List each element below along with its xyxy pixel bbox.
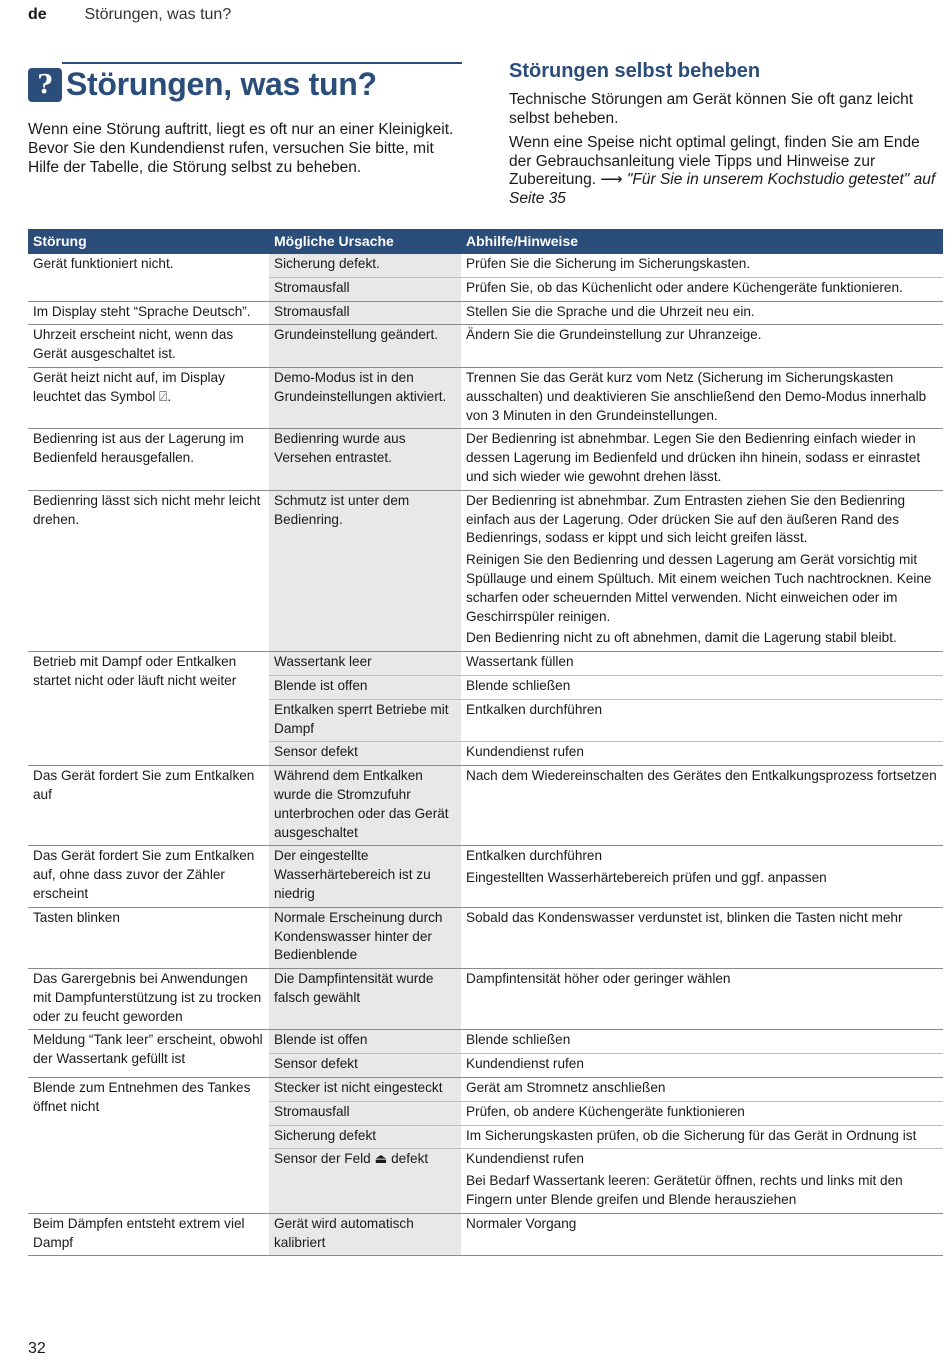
page-title: Störungen, was tun? <box>66 66 377 102</box>
solution-paragraph: Kundendienst rufen <box>466 1151 584 1167</box>
cause-cell: Der eingestellte Wasserhärtebereich ist zu niedrig <box>269 846 461 907</box>
table-row <box>28 907 943 968</box>
cause-cell: Normale Erscheinung durch Kondenswasser hinter der Bedienblende <box>269 907 461 968</box>
cause-cell: Stromausfall <box>269 277 461 301</box>
question-icon: ? <box>28 68 62 102</box>
table-row <box>28 1078 943 1102</box>
solution-paragraph: Entkalken durchführen <box>466 848 603 864</box>
solution-cell: Gerät am Stromnetz anschließen <box>461 1078 943 1102</box>
solution-cell: Im Sicherungskasten prüfen, ob die Sicherung für das Gerät in Ordnung ist <box>461 1125 943 1149</box>
cause-cell: Sicherung defekt <box>269 1125 461 1149</box>
solution-cell: Kundendienst rufen <box>461 742 943 766</box>
table-row <box>28 490 943 651</box>
selfhelp-paragraph-1: Technische Störungen am Gerät können Sie oft ganz leicht selbst beheben. <box>509 91 914 127</box>
solution-cell: Normaler Vorgang <box>461 1213 943 1256</box>
solution-cell: Prüfen Sie, ob das Küchenlicht oder andere Küchengeräte funktionieren. <box>461 277 943 301</box>
solution-cell <box>461 846 943 907</box>
cause-cell: Schmutz ist unter dem Bedienring. <box>269 490 461 651</box>
problem-cell: Gerät funktioniert nicht. <box>28 254 269 301</box>
table-row <box>28 301 943 325</box>
solution-cell <box>461 1149 943 1213</box>
selfhelp-section <box>509 60 943 214</box>
solution-cell: Sobald das Kondenswasser verdunstet ist, blinken die Tasten nicht mehr <box>461 907 943 968</box>
troubleshooting-table <box>28 229 943 1256</box>
solution-cell: Entkalken durchführen <box>461 699 943 742</box>
table-row <box>28 1213 943 1256</box>
solution-cell: Prüfen Sie die Sicherung im Sicherungskasten. <box>461 254 943 277</box>
cause-cell: Blende ist offen <box>269 675 461 699</box>
table-row <box>28 367 943 428</box>
cause-cell: Wassertank leer <box>269 652 461 676</box>
problem-cell: Uhrzeit erscheint nicht, wenn das Gerät ausgeschaltet ist. <box>28 325 269 368</box>
column-header-cause: Mögliche Ursache <box>269 229 461 254</box>
solution-paragraph: Der Bedienring ist abnehmbar. Zum Entrasten ziehen Sie den Bedienring einfach aus der Lagerung. Oder drücken Sie auf den äußeren Rand des Bedienrings, sodass er kippt und sich leicht greifen lässt. <box>466 492 906 546</box>
problem-cell: Beim Dämpfen entsteht extrem viel Dampf <box>28 1213 269 1256</box>
table-row <box>28 429 943 490</box>
problem-cell: Blende zum Entnehmen des Tankes öffnet nicht <box>28 1078 269 1214</box>
solution-cell: Blende schließen <box>461 675 943 699</box>
solution-cell: Ändern Sie die Grundeinstellung zur Uhranzeige. <box>461 325 943 368</box>
column-header-solution: Abhilfe/Hinweise <box>461 229 943 254</box>
problem-cell: Bedienring lässt sich nicht mehr leicht drehen. <box>28 490 269 651</box>
language-code: de <box>28 6 47 23</box>
table-row <box>28 652 943 676</box>
solution-cell: Kundendienst rufen <box>461 1054 943 1078</box>
cause-cell: Blende ist offen <box>269 1030 461 1054</box>
solution-cell: Stellen Sie die Sprache und die Uhrzeit neu ein. <box>461 301 943 325</box>
table-row <box>28 254 943 277</box>
table-row <box>28 846 943 907</box>
table-header-row <box>28 229 943 254</box>
problem-cell: Das Gerät fordert Sie zum Entkalken auf <box>28 766 269 846</box>
table-row <box>28 1030 943 1054</box>
cause-cell: Grundeinstellung geändert. <box>269 325 461 368</box>
cause-cell: Sensor defekt <box>269 1054 461 1078</box>
cross-reference-link[interactable]: "Für Sie in unserem Kochstudio getestet" auf Seite 35 <box>509 171 936 207</box>
solution-cell: Wassertank füllen <box>461 652 943 676</box>
selfhelp-paragraph-2: Wenn eine Speise nicht optimal gelingt, finden Sie am Ende der Gebrauchsanleitung viele Tipps und Hinweise zur Zubereitung. ⟶ "Für Sie in unserem Kochstudio getestet" auf Seite 35 <box>509 134 936 207</box>
problem-cell: Gerät heizt nicht auf, im Display leuchtet das Symbol ⍁. <box>28 367 269 428</box>
selfhelp-heading: Störungen selbst beheben <box>509 60 761 82</box>
cause-cell: Stromausfall <box>269 301 461 325</box>
column-header-problem: Störung <box>28 229 269 254</box>
cause-cell: Stecker ist nicht eingesteckt <box>269 1078 461 1102</box>
table-row <box>28 969 943 1030</box>
solution-cell <box>461 490 943 651</box>
problem-cell: Bedienring ist aus der Lagerung im Bedienfeld herausgefallen. <box>28 429 269 490</box>
solution-cell: Prüfen, ob andere Küchengeräte funktionieren <box>461 1101 943 1125</box>
page-number: 32 <box>28 1340 46 1357</box>
cause-cell: Stromausfall <box>269 1101 461 1125</box>
solution-paragraph: Bei Bedarf Wassertank leeren: Gerätetür öffnen, rechts und links mit den Fingern unter Blende greifen und Blende herausziehen <box>466 1173 903 1208</box>
problem-cell: Tasten blinken <box>28 907 269 968</box>
intro-text: Wenn eine Störung auftritt, liegt es oft nur an einer Kleinigkeit. Bevor Sie den Kundendienst rufen, versuchen Sie bitte, mit Hilfe der Tabelle, die Störung selbst zu beheben. <box>28 121 454 176</box>
cause-cell: Sensor defekt <box>269 742 461 766</box>
solution-cell: Blende schließen <box>461 1030 943 1054</box>
cause-cell: Die Dampfintensität wurde falsch gewählt <box>269 969 461 1030</box>
cause-cell: Bedienring wurde aus Versehen entrastet. <box>269 429 461 490</box>
running-section-title: Störungen, was tun? <box>84 6 232 23</box>
problem-cell: Das Gerät fordert Sie zum Entkalken auf, ohne dass zuvor der Zähler erscheint <box>28 846 269 907</box>
table-row <box>28 325 943 368</box>
cause-cell: Demo-Modus ist in den Grundeinstellungen aktiviert. <box>269 367 461 428</box>
solution-cell: Trennen Sie das Gerät kurz vom Netz (Sicherung im Sicherungskasten ausschalten) und deaktivieren Sie anschließend den Demo-Modus innerhalb von 3 Minuten in den Grundeinstellungen. <box>461 367 943 428</box>
solution-cell: Der Bedienring ist abnehmbar. Legen Sie den Bedienring einfach wieder in dessen Lagerung im Bedienfeld und drücken ihn hinein, sodass er einrastet und sich wieder wie gewohnt drehen lässt. <box>461 429 943 490</box>
problem-cell: Im Display steht “Sprache Deutsch”. <box>28 301 269 325</box>
cause-cell: Sicherung defekt. <box>269 254 461 277</box>
cause-cell: Entkalken sperrt Betriebe mit Dampf <box>269 699 461 742</box>
solution-cell: Dampfintensität höher oder geringer wählen <box>461 969 943 1030</box>
arrow-icon: ⟶ <box>600 171 623 188</box>
solution-paragraph: Reinigen Sie den Bedienring und dessen Lagerung am Gerät vorsichtig mit Spüllauge und einem Spültuch. Mit einem weichen Tuch nachtrocknen. Keine scharfen oder scheuernden Mittel verwenden. Nicht einweichen oder im Geschirrspüler reinigen. <box>466 552 932 624</box>
cause-cell: Gerät wird automatisch kalibriert <box>269 1213 461 1256</box>
problem-cell: Meldung “Tank leer” erscheint, obwohl der Wassertank gefüllt ist <box>28 1030 269 1078</box>
cause-cell: Während dem Entkalken wurde die Stromzufuhr unterbrochen oder das Gerät ausgeschaltet <box>269 766 461 846</box>
title-rule <box>62 62 462 64</box>
page-header <box>28 6 231 24</box>
solution-cell: Nach dem Wiedereinschalten des Gerätes den Entkalkungsprozess fortsetzen <box>461 766 943 846</box>
solution-paragraph: Eingestellten Wasserhärtebereich prüfen und ggf. anpassen <box>466 870 827 886</box>
title-block <box>28 62 462 103</box>
solution-paragraph: Den Bedienring nicht zu oft abnehmen, damit die Lagerung stabil bleibt. <box>466 630 897 646</box>
table-row <box>28 766 943 846</box>
problem-cell: Das Garergebnis bei Anwendungen mit Dampfunterstützung ist zu trocken oder zu feucht geworden <box>28 969 269 1030</box>
cause-cell: Sensor der Feld ⏏ defekt <box>269 1149 461 1213</box>
problem-cell: Betrieb mit Dampf oder Entkalken startet nicht oder läuft nicht weiter <box>28 652 269 766</box>
